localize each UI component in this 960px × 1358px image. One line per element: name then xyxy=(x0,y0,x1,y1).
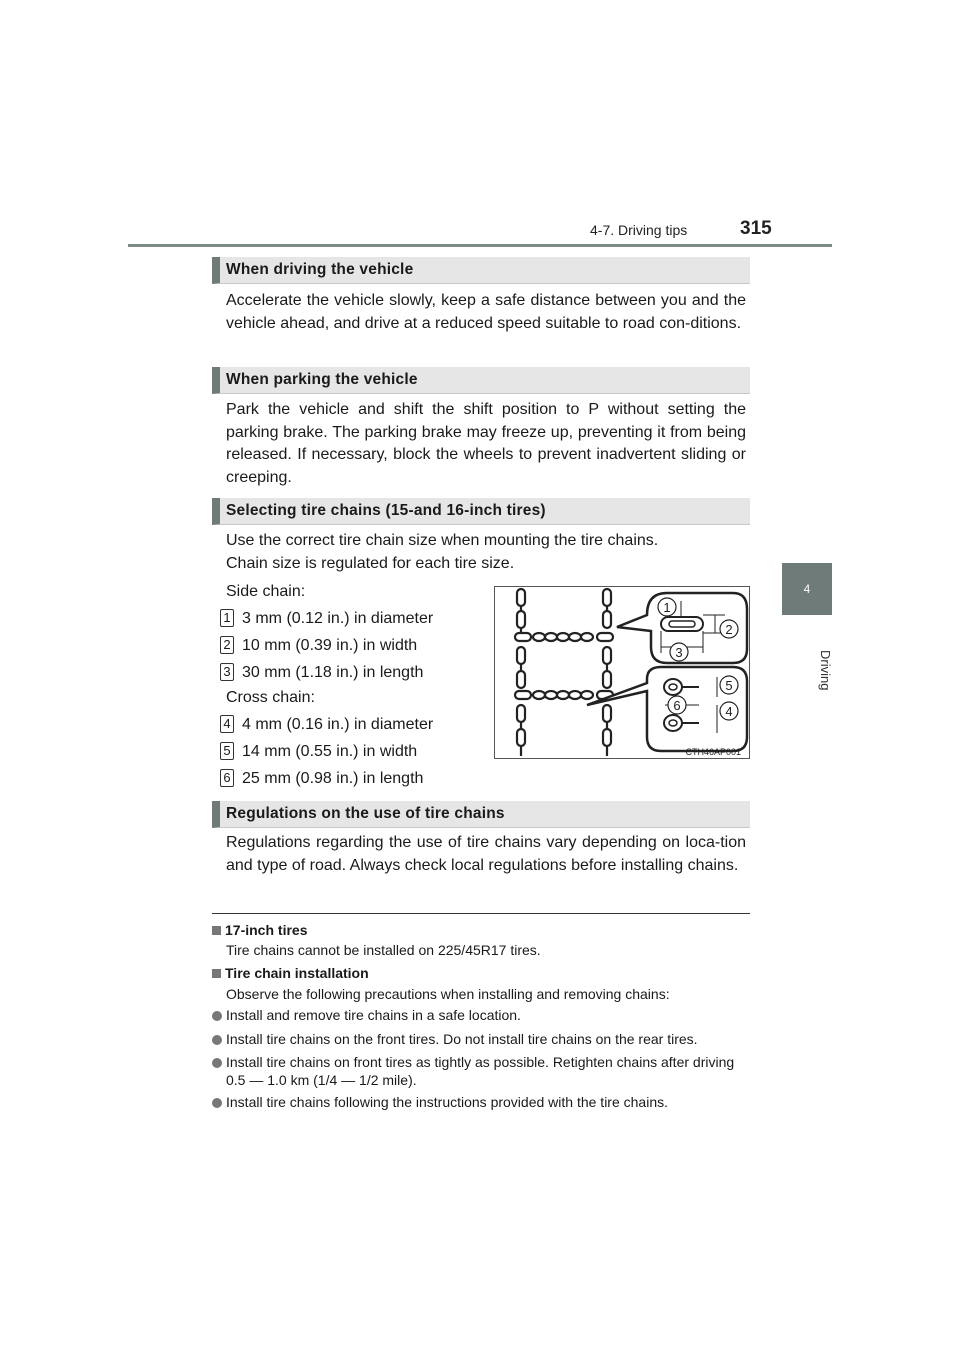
tire-chain-drawing xyxy=(495,587,749,758)
section-heading-regulations xyxy=(212,801,750,828)
cross-chain-label: Cross chain: xyxy=(226,689,315,706)
section-heading-selecting xyxy=(212,498,750,525)
note-install-text: Observe the following precautions when installing and removing chains: xyxy=(226,986,670,1002)
section-heading-text: Regulations on the use of tire chains xyxy=(226,805,505,822)
precaution-item xyxy=(212,1007,750,1025)
spec-item-1 xyxy=(220,609,433,628)
driving-paragraph: Accelerate the vehicle slowly, keep a safe distance between you and the vehicle ahead, and drive at a reduced speed suitable to road con-ditions. xyxy=(226,292,746,332)
parking-paragraph: Park the vehicle and shift the shift position to P without setting the parking brake. The parking brake may freeze up, preventing it from being released. If necessary, block the wheels to prevent inadvertent sliding or creeping. xyxy=(226,401,746,487)
spec-item-4 xyxy=(220,715,433,734)
spec-number: 4 xyxy=(220,715,234,733)
square-bullet-icon xyxy=(212,926,221,935)
figure-callout: 6 xyxy=(673,698,681,713)
precaution-item xyxy=(212,1031,750,1049)
header-divider xyxy=(128,244,832,247)
section-heading-text: When parking the vehicle xyxy=(226,371,418,388)
precaution-text: Install tire chains on the front tires. Do not install tire chains on the rear tires. xyxy=(226,1031,698,1047)
spec-text: 3 mm (0.12 in.) in diameter xyxy=(242,610,434,627)
figure-callout: 2 xyxy=(725,622,733,637)
section-heading-text: When driving the vehicle xyxy=(226,261,414,278)
note-heading-text: 17-inch tires xyxy=(225,922,308,938)
spec-number: 5 xyxy=(220,742,234,760)
section-heading-parking xyxy=(212,367,750,394)
precaution-item xyxy=(212,1054,750,1089)
chapter-label: Driving xyxy=(818,650,833,691)
bullet-icon xyxy=(212,1035,222,1045)
spec-item-2 xyxy=(220,636,417,655)
section-heading-text: Selecting tire chains (15-and 16-inch tires) xyxy=(226,502,546,519)
spec-number: 2 xyxy=(220,636,234,654)
tire-chain-illustration xyxy=(494,586,750,759)
square-bullet-icon xyxy=(212,969,221,978)
spec-text: 4 mm (0.16 in.) in diameter xyxy=(242,716,434,733)
figure-callout: 5 xyxy=(725,678,733,693)
precaution-text: Install tire chains following the instructions provided with the tire chains. xyxy=(226,1094,668,1110)
spec-number: 1 xyxy=(220,609,234,627)
notes-divider xyxy=(212,913,750,914)
chapter-tab: 4 xyxy=(782,563,832,615)
note-17inch-text: Tire chains cannot be installed on 225/45R17 tires. xyxy=(226,942,541,958)
figure-callout: 4 xyxy=(725,704,733,719)
bullet-icon xyxy=(212,1098,222,1108)
spec-item-6 xyxy=(220,769,423,788)
figure-callout: 1 xyxy=(663,600,671,615)
bullet-icon xyxy=(212,1011,222,1021)
regulations-paragraph: Regulations regarding the use of tire chains vary depending on loca-tion and type of road. Always check local regulations before installing chains. xyxy=(226,834,746,874)
spec-number: 3 xyxy=(220,663,234,681)
precaution-text: Install tire chains on front tires as tightly as possible. Retighten chains after driving 0.5 — 1.0 km (1/4 — 1/2 mile). xyxy=(226,1054,735,1088)
bullet-icon xyxy=(212,1058,222,1068)
spec-text: 14 mm (0.55 in.) in width xyxy=(242,743,418,760)
spec-number: 6 xyxy=(220,769,234,787)
spec-item-3 xyxy=(220,663,423,682)
precaution-item xyxy=(212,1094,750,1112)
selecting-line-2: Chain size is regulated for each tire size. xyxy=(226,555,515,572)
section-heading-driving xyxy=(212,257,750,284)
spec-item-5 xyxy=(220,742,417,761)
spec-text: 30 mm (1.18 in.) in length xyxy=(242,664,424,681)
note-17inch-heading xyxy=(212,922,307,938)
figure-callout: 3 xyxy=(675,645,683,660)
page-number: 315 xyxy=(740,218,772,239)
spec-text: 25 mm (0.98 in.) in length xyxy=(242,770,424,787)
note-heading-text: Tire chain installation xyxy=(225,965,369,981)
section-title: 4-7. Driving tips xyxy=(590,222,688,238)
selecting-line-1: Use the correct tire chain size when mounting the tire chains. xyxy=(226,532,659,549)
note-install-heading xyxy=(212,965,369,981)
figure-code: CTH46AP001 xyxy=(685,747,741,757)
side-chain-label: Side chain: xyxy=(226,583,306,600)
spec-text: 10 mm (0.39 in.) in width xyxy=(242,637,418,654)
precaution-text: Install and remove tire chains in a safe location. xyxy=(226,1007,521,1023)
